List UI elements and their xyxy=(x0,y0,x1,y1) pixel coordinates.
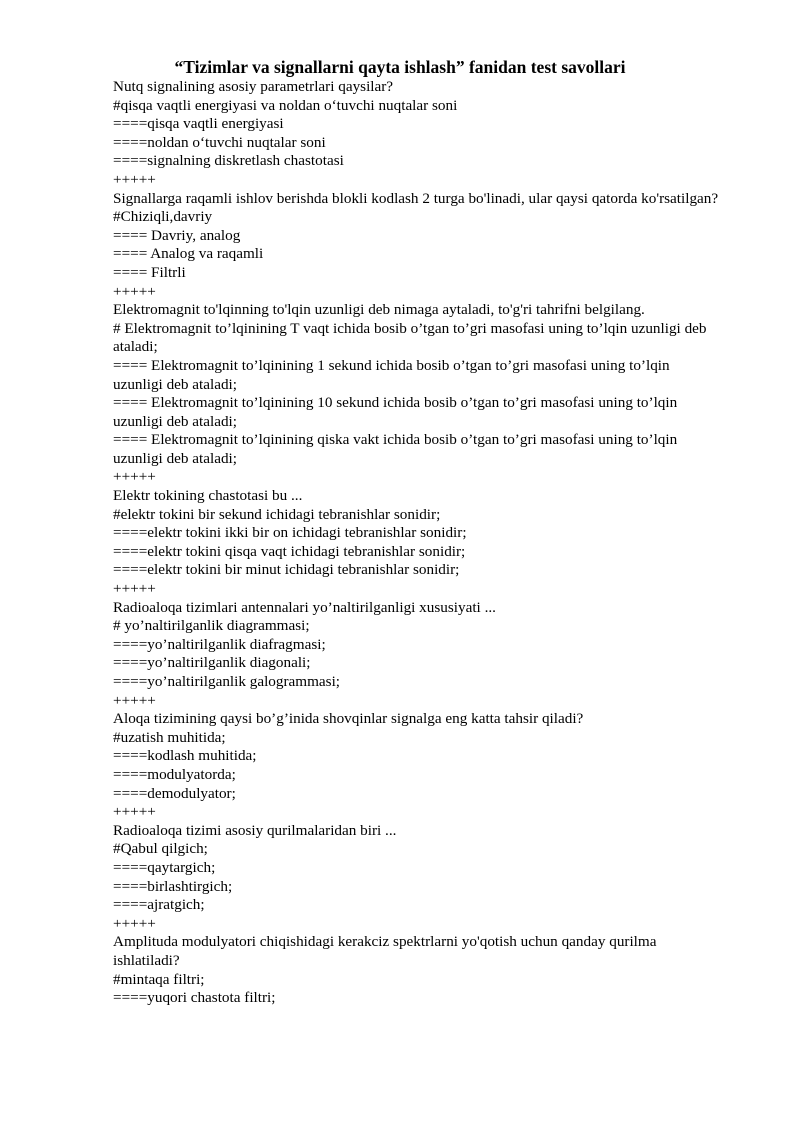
question-line: Aloqa tizimining qaysi bo’g’inida shovqinlar signalga eng katta tahsir qiladi? xyxy=(113,710,584,728)
answer-option-line: ====elektr tokini qisqa vaqt ichidagi tebranishlar sonidir; xyxy=(113,542,466,560)
correct-answer-line: #qisqa vaqtli energiyasi va noldan o‘tuvchi nuqtalar soni xyxy=(113,96,458,114)
answer-option-line: ==== Analog va raqamli xyxy=(113,245,264,263)
answer-option-line: ====yo’naltirilganlik diagonali; xyxy=(113,654,311,672)
correct-answer-line: # Elektromagnit to’lqinining T vaqt ichida bosib o’tgan to’gri masofasi uning to’lqin uzunligi deb ataladi; xyxy=(113,319,711,356)
question-separator: +++++ xyxy=(113,170,156,188)
answer-option-line: ====elektr tokini ikki bir on ichidagi tebranishlar sonidir; xyxy=(113,524,467,542)
question-separator: +++++ xyxy=(113,580,156,598)
question-separator: +++++ xyxy=(113,803,156,821)
answer-option-line: ====ajratgich; xyxy=(113,896,205,914)
question-line: Amplituda modulyatori chiqishidagi kerakciz spektrlarni yo'qotish uchun qanday qurilma ishlatiladi? xyxy=(113,933,661,969)
question-line: Elektromagnit to'lqinning to'lqin uzunligi deb nimaga aytaladi, to'g'ri tahrifni belgilang. xyxy=(113,301,645,319)
correct-answer-line: # yo’naltirilganlik diagrammasi; xyxy=(113,617,310,635)
answer-option-line: ====noldan o‘tuvchi nuqtalar soni xyxy=(113,133,326,151)
answer-option-line: ====qaytargich; xyxy=(113,858,216,876)
correct-answer-line: #Chiziqli,davriy xyxy=(113,208,213,226)
question-line: Elektr tokining chastotasi bu ... xyxy=(113,487,303,505)
question-line: Signallarga raqamli ishlov berishda blokli kodlash 2 turga bo'linadi, ular qaysi qatorda ko'rsatilgan? xyxy=(113,189,719,207)
answer-option-line: ====birlashtirgich; xyxy=(113,877,233,895)
question-line: Radioaloqa tizimlari antennalari yo’naltirilganligi xususiyati ... xyxy=(113,598,496,616)
answer-option-line: ====modulyatorda; xyxy=(113,765,236,783)
answer-option-line: ==== Elektromagnit to’lqinining 1 sekund ichida bosib o’tgan to’gri masofasi uning to’lqin uzunligi deb ataladi; xyxy=(113,356,674,393)
correct-answer-line: #elektr tokini bir sekund ichidagi tebranishlar sonidir; xyxy=(113,505,441,523)
document-title: “Tizimlar va signallarni qayta ishlash” fanidan test savollari xyxy=(174,57,626,77)
answer-option-line: ====elektr tokini bir minut ichidagi tebranishlar sonidir; xyxy=(113,561,460,579)
question-separator: +++++ xyxy=(113,468,156,486)
answer-option-line: ====qisqa vaqtli energiyasi xyxy=(113,115,284,133)
answer-option-line: ====kodlash muhitida; xyxy=(113,747,257,765)
question-line: Nutq signalining asosiy parametrlari qaysilar? xyxy=(113,78,394,95)
correct-answer-line: #mintaqa filtri; xyxy=(113,970,205,988)
answer-option-line: ====demodulyator; xyxy=(113,784,236,802)
answer-option-line: ==== Elektromagnit to’lqinining qiska vakt ichida bosib o’tgan to’gri masofasi uning to’lqin uzunligi deb ataladi; xyxy=(113,431,681,467)
question-separator: +++++ xyxy=(113,914,156,932)
question-separator: +++++ xyxy=(113,282,156,300)
question-line: Radioaloqa tizimi asosiy qurilmalaridan biri ... xyxy=(113,821,397,839)
answer-option-line: ==== Filtrli xyxy=(113,263,186,281)
correct-answer-line: #Qabul qilgich; xyxy=(113,840,208,858)
answer-option-line: ====signalning diskretlash chastotasi xyxy=(113,152,344,170)
answer-option-line: ==== Elektromagnit to’lqinining 10 sekund ichida bosib o’tgan to’gri masofasi uning to’lqin uzunligi deb ataladi; xyxy=(113,394,682,430)
question-separator: +++++ xyxy=(113,691,156,709)
document-body xyxy=(113,78,723,1008)
answer-option-line: ====yo’naltirilganlik diafragmasi; xyxy=(113,635,326,653)
answer-option-line: ==== Davriy, analog xyxy=(113,226,241,244)
correct-answer-line: #uzatish muhitida; xyxy=(113,728,226,746)
answer-option-line: ====yuqori chastota filtri; xyxy=(113,989,276,1007)
answer-option-line: ====yo’naltirilganlik galogrammasi; xyxy=(113,673,341,690)
